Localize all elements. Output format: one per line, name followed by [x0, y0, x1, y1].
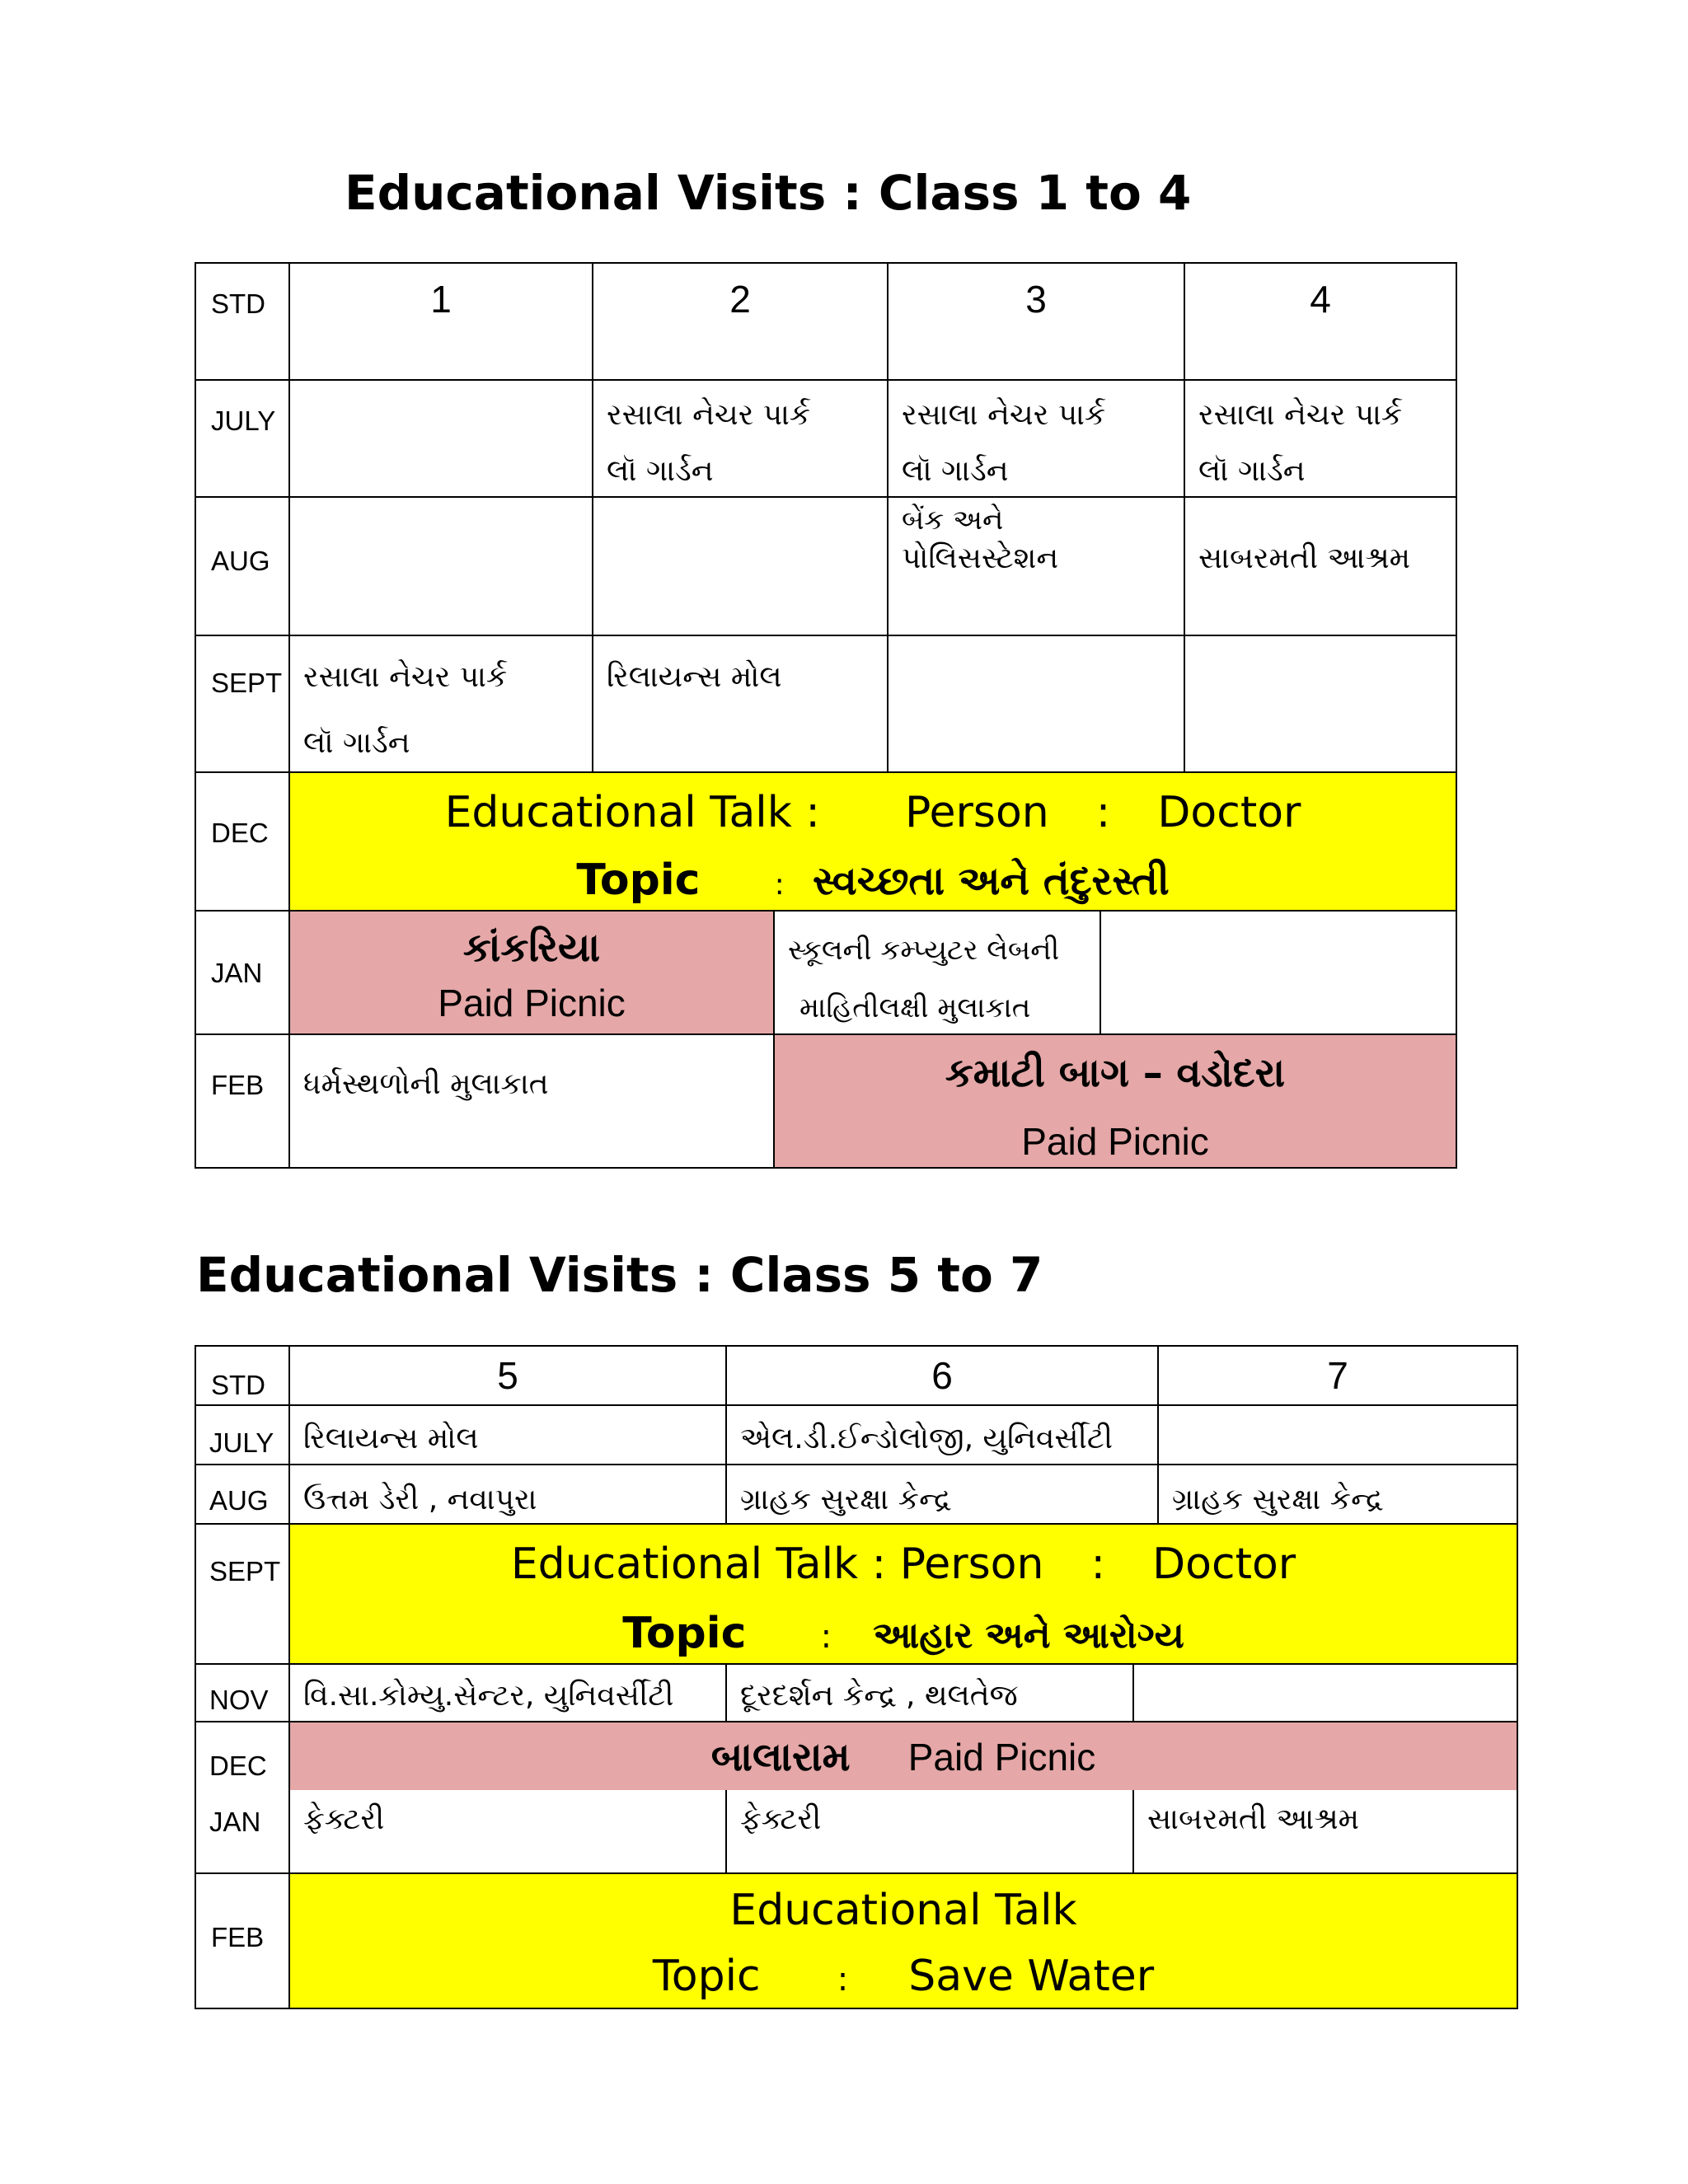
visit-line: રસાલા નેચર પાર્ક: [1198, 398, 1403, 432]
month-label: FEB: [211, 1070, 265, 1100]
std-number: 6: [931, 1354, 953, 1397]
topic-label: Topic: [622, 1609, 747, 1658]
picnic-place: બાલારામ: [710, 1734, 851, 1780]
month-cell-jan: [196, 1790, 290, 1874]
july-col-2: [593, 381, 889, 498]
month-label: JAN: [211, 958, 263, 988]
visit-line: ફેક્ટરી: [303, 1802, 385, 1836]
month-cell-aug: [196, 498, 290, 636]
jan-col-6: [727, 1790, 1134, 1874]
person-label: Person: [904, 788, 1049, 837]
std-number: 5: [497, 1354, 518, 1397]
nov-col-5: [290, 1665, 727, 1722]
month-label: FEB: [211, 1922, 265, 1952]
month-label: AUG: [211, 546, 270, 576]
aug-col-2: [593, 498, 889, 636]
topic-separator: :: [820, 1618, 832, 1656]
visit-line: ફેક્ટરી: [740, 1802, 822, 1836]
visit-line: પોલિસસ્ટેશન: [902, 541, 1059, 575]
july-col-3: [889, 381, 1185, 498]
visit-line: માહિતીલક્ષી મુલાકાત: [799, 991, 1031, 1024]
month-cell-dec: [196, 1722, 290, 1790]
jan-visit-cell: [775, 912, 1101, 1035]
std-number: 2: [729, 278, 751, 321]
talk-line: [290, 788, 1456, 837]
section1-title: Educational Visits : Class 1 to 4: [345, 165, 1192, 221]
aug-col-6: [727, 1465, 1159, 1525]
std-col-2: [593, 264, 889, 381]
jan-picnic-cell: [290, 912, 775, 1035]
std-number: 3: [1025, 278, 1047, 321]
month-label: JULY: [209, 1427, 274, 1458]
std-col-5: [290, 1347, 727, 1406]
visit-line: લૉ ગાર્ડન: [303, 726, 410, 760]
visit-line: ગ્રાહક સુરક્ષા કેન્દ્ર: [740, 1483, 952, 1516]
month-label: NOV: [209, 1685, 269, 1715]
picnic-line: [290, 1734, 1517, 1780]
month-label: JAN: [209, 1807, 261, 1837]
visit-line: સાબરમતી આશ્રમ: [1198, 541, 1411, 575]
nov-col-7: [1134, 1665, 1518, 1722]
july-col-7: [1159, 1406, 1518, 1465]
visit-line: રસાલા નેચર પાર્ક: [902, 398, 1106, 432]
july-col-6: [727, 1406, 1159, 1465]
visit-line: ધર્મસ્થળોની મુલાકાત: [303, 1067, 549, 1101]
month-label: DEC: [209, 1750, 267, 1781]
talk-label: Educational Talk :: [510, 1540, 887, 1589]
aug-col-3: [889, 498, 1185, 636]
person-value: Doctor: [1157, 788, 1301, 837]
month-label: SEPT: [211, 668, 283, 698]
table-class-5-to-7: [195, 1345, 1518, 2009]
dec-picnic-cell: [290, 1722, 1518, 1790]
nov-col-6: [727, 1665, 1134, 1722]
month-cell-sept: [196, 636, 290, 773]
std-col-6: [727, 1347, 1159, 1406]
month-cell-feb: [196, 1035, 290, 1169]
jan-col-5: [290, 1790, 727, 1874]
std-number: 4: [1310, 278, 1331, 321]
picnic-place: કાંકરિયા: [462, 925, 601, 971]
feb-visit-cell: [290, 1035, 775, 1169]
topic-line: [290, 855, 1456, 905]
sept-col-1: [290, 636, 593, 773]
std-label: STD: [211, 1370, 265, 1400]
std-col-4: [1185, 264, 1457, 381]
topic-line: [290, 1952, 1517, 2001]
topic-label: Topic: [652, 1952, 761, 2001]
person-label: Person: [899, 1540, 1044, 1589]
std-number: 7: [1327, 1354, 1348, 1397]
topic-line: [290, 1609, 1517, 1658]
aug-col-5: [290, 1465, 727, 1525]
person-value: Doctor: [1152, 1540, 1296, 1589]
month-cell-aug: [196, 1465, 290, 1525]
visit-line: સ્કૂલની કમ્પ્યુટર લેબની: [788, 934, 1060, 967]
sept-col-3: [889, 636, 1185, 773]
july-col-4: [1185, 381, 1457, 498]
visit-line: એલ.ડી.ઈન્ડોલોજી, યુનિવર્સીટી: [740, 1422, 1114, 1455]
aug-col-7: [1159, 1465, 1518, 1525]
sept-col-4: [1185, 636, 1457, 773]
month-cell-nov: [196, 1665, 290, 1722]
std-col-7: [1159, 1347, 1518, 1406]
month-cell-jan: [196, 912, 290, 1035]
topic-value: Save Water: [908, 1952, 1155, 2001]
std-col-3: [889, 264, 1185, 381]
month-cell-feb: [196, 1874, 290, 2009]
jan-empty-cell: [1101, 912, 1457, 1035]
topic-label: Topic: [576, 855, 701, 905]
month-label: SEPT: [209, 1556, 281, 1586]
section2-title: Educational Visits : Class 5 to 7: [196, 1247, 1043, 1303]
month-cell-sept: [196, 1525, 290, 1665]
visit-line: સાબરમતી આશ્રમ: [1147, 1802, 1360, 1836]
month-cell-dec: [196, 773, 290, 912]
picnic-label: Paid Picnic: [438, 982, 626, 1024]
picnic-place: કમાટી બાગ – વડોદરા: [945, 1050, 1286, 1096]
feb-picnic-cell: [775, 1035, 1457, 1169]
aug-col-4: [1185, 498, 1457, 636]
visit-line: લૉ ગાર્ડન: [607, 454, 714, 488]
topic-value: સ્વચ્છતા અને તંદુરસ્તી: [813, 858, 1170, 904]
jan-col-7: [1134, 1790, 1518, 1874]
july-col-5: [290, 1406, 727, 1465]
visit-line: રસાલા નેચર પાર્ક: [607, 398, 811, 432]
july-col-1: [290, 381, 593, 498]
person-separator: :: [1095, 788, 1111, 837]
educational-talk-cell: [290, 1525, 1518, 1665]
talk-line: [290, 1540, 1517, 1589]
std-label: STD: [211, 288, 265, 319]
visit-line: રિલાયન્સ મોલ: [607, 660, 782, 694]
std-header-cell: [196, 264, 290, 381]
std-number: 1: [430, 278, 452, 321]
visit-line: રસાલા નેચર પાર્ક: [303, 660, 508, 694]
topic-separator: :: [774, 868, 785, 902]
topic-separator: :: [837, 1961, 849, 1999]
topic-value: આહાર અને આરોગ્ય: [873, 1615, 1184, 1657]
visit-line: ઉત્તમ ડેરી , નવાપુરા: [303, 1483, 537, 1516]
visit-line: લૉ ગાર્ડન: [1198, 454, 1306, 488]
month-cell-july: [196, 381, 290, 498]
month-cell-july: [196, 1406, 290, 1465]
std-col-1: [290, 264, 593, 381]
talk-label: Educational Talk: [729, 1886, 1077, 1935]
aug-col-1: [290, 498, 593, 636]
visit-line: લૉ ગાર્ડન: [902, 454, 1009, 488]
educational-talk-cell: [290, 1874, 1518, 2009]
visit-line: ગ્રાહક સુરક્ષા કેન્દ્ર: [1172, 1483, 1384, 1516]
visit-line: દૂરદર્શન કેન્દ્ર , થલતેજ: [740, 1679, 1018, 1713]
person-separator: :: [1090, 1540, 1106, 1589]
visit-line: બેંક અને: [902, 504, 1004, 537]
talk-label: Educational Talk :: [444, 788, 820, 837]
picnic-label: Paid Picnic: [1021, 1120, 1209, 1163]
sept-col-2: [593, 636, 889, 773]
table-class-1-to-4: [195, 262, 1457, 1169]
month-label: JULY: [211, 405, 276, 436]
visit-line: રિલાયન્સ મોલ: [303, 1422, 479, 1455]
std-header-cell: [196, 1347, 290, 1406]
month-label: DEC: [211, 818, 269, 848]
visit-line: વિ.સા.કોમ્યુ.સેન્ટર, યુનિવર્સીટી: [303, 1679, 674, 1713]
educational-talk-cell: [290, 773, 1457, 912]
picnic-label: Paid Picnic: [907, 1736, 1096, 1779]
month-label: AUG: [209, 1485, 269, 1516]
